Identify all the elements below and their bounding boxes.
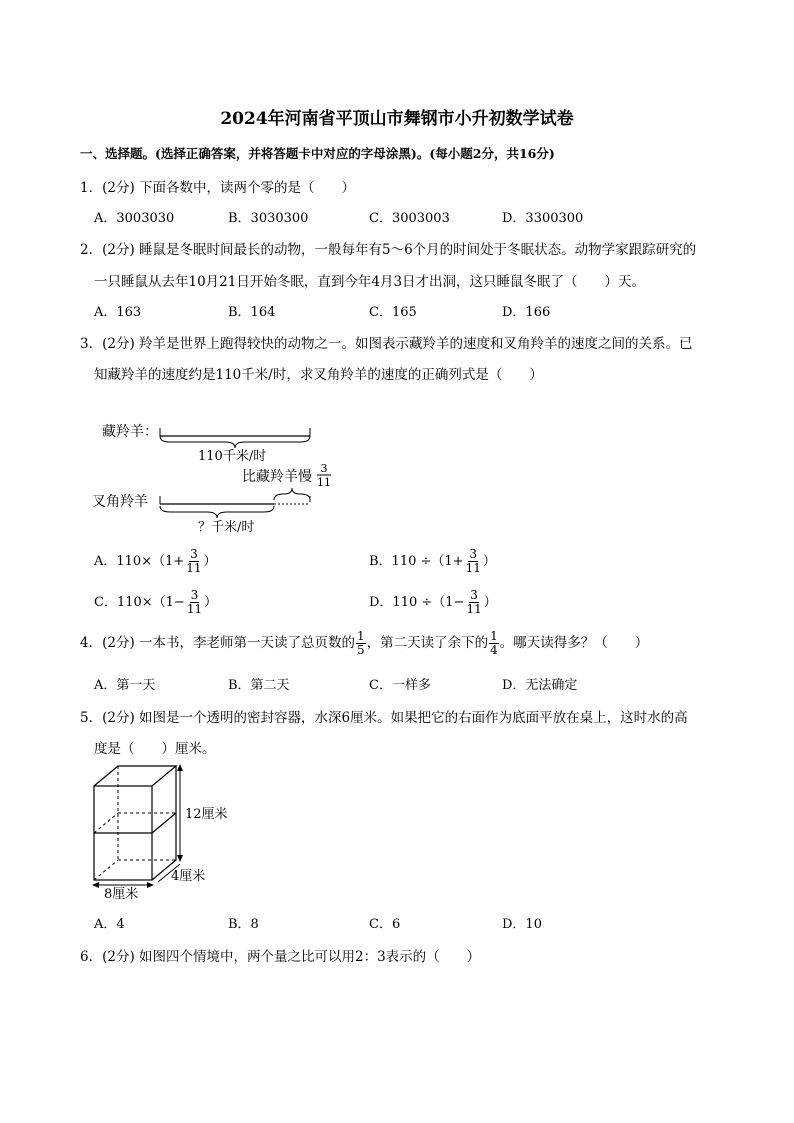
- height-arrow-top: [177, 764, 183, 771]
- box-top-face: [94, 766, 176, 786]
- q1-option-d: D．3300300: [502, 211, 584, 226]
- q2-option-b: B．164: [228, 305, 276, 320]
- height-label: 12厘米: [185, 807, 228, 822]
- hidden-edge-depth: [94, 860, 118, 880]
- q1-option-a: A．3003030: [94, 211, 175, 226]
- q2-option-a: A．163: [94, 305, 142, 320]
- q4-option-b: B．第二天: [228, 678, 290, 693]
- q5-option-c: C．6: [369, 917, 401, 932]
- slower-fraction-numerator: 3: [320, 462, 328, 475]
- question-4-text: 4．(2分) 一本书，李老师第一天读了总页数的 $\frac{1}{5}$ ，第二天读了余下的 $\frac{1}{4}$ 。哪天读得多？（ ）: [80, 629, 649, 657]
- q1-option-c: C．3003003: [369, 211, 450, 226]
- water-level-left-hidden: [94, 813, 118, 833]
- pronghorn-label: 叉角羚羊: [92, 494, 148, 510]
- q5-option-a: A．4: [94, 917, 125, 932]
- q2-option-d: D．166: [502, 305, 551, 320]
- width-arrow-left: [92, 882, 99, 888]
- tibetan-brace: [160, 436, 310, 448]
- width-arrow-right: [147, 882, 154, 888]
- q3-option-c: C．110×（1− $\frac{3}{11}$ ）: [94, 588, 218, 616]
- page-title: 2024年河南省平顶山市舞钢市小升初数学试卷: [220, 109, 574, 129]
- tibetan-speed-label: 110千米/时: [198, 449, 267, 464]
- q3-option-d: D．110 ÷（1− $\frac{3}{11}$ ）: [369, 588, 497, 616]
- depth-label: 4厘米: [171, 869, 206, 884]
- section-heading: 一、选择题。(选择正确答案，并将答题卡中对应的字母涂黑)。(每小题2分，共16分): [80, 146, 555, 161]
- question-5-text-line1: 5．(2分) 如图是一个透明的密封容器，水深6厘米。如果把它的右面作为底面平放在桌上，这时水的高: [80, 710, 688, 726]
- q3-option-b: B．110 ÷（1+ $\frac{3}{11}$ ）: [369, 547, 496, 575]
- question-3-text-line1: 3．(2分) 羚羊是世界上跑得较快的动物之一。如图表示藏羚羊的速度和叉角羚羊的速度之间的关系。已: [80, 336, 693, 352]
- height-arrow-bottom: [177, 855, 183, 862]
- question-2-text-line1: 2．(2分) 睡鼠是冬眠时间最长的动物，一般每年有5～6个月的时间处于冬眠状态。动物学家跟踪研究的: [80, 242, 697, 258]
- q4-option-c: C．一样多: [369, 678, 431, 693]
- slower-brace: [274, 488, 310, 500]
- q1-option-b: B．3030300: [228, 211, 309, 226]
- q2-option-c: C．165: [369, 305, 417, 320]
- width-label: 8厘米: [104, 887, 139, 900]
- water-level-right: [152, 813, 176, 833]
- container-diagram: [88, 760, 248, 900]
- antelope-speed-diagram: [92, 414, 352, 540]
- question-2-text-line2: 一只睡鼠从去年10月21日开始冬眠，直到今年4月3日才出洞，这只睡鼠冬眠了（ ）天。: [94, 274, 646, 290]
- q3-option-a: A．110×（1+ $\frac{3}{11}$ ）: [94, 547, 217, 575]
- pronghorn-speed-label: ？千米/时: [198, 520, 255, 535]
- question-3-text-line2: 知藏羚羊的速度约是110千米/时，求叉角羚羊的速度的正确列式是（ ）: [94, 367, 543, 383]
- tibetan-antelope-label: 藏羚羊：: [102, 424, 158, 440]
- question-5-text-line2: 度是（ ）厘米。: [94, 741, 216, 757]
- question-6-text: 6．(2分) 如图四个情境中，两个量之比可以用2：3表示的（ ）: [80, 949, 481, 965]
- slower-label: 比藏羚羊慢: [242, 469, 312, 485]
- q4-option-a: A．第一天: [94, 678, 156, 693]
- q5-option-d: D．10: [502, 917, 542, 932]
- pronghorn-brace: [160, 506, 274, 518]
- slower-fraction-denominator: 11: [317, 476, 331, 489]
- question-1-text: 1．(2分) 下面各数中，读两个零的是（ ）: [80, 180, 356, 196]
- q4-option-d: D．无法确定: [502, 678, 578, 693]
- q5-option-b: B．8: [228, 917, 259, 932]
